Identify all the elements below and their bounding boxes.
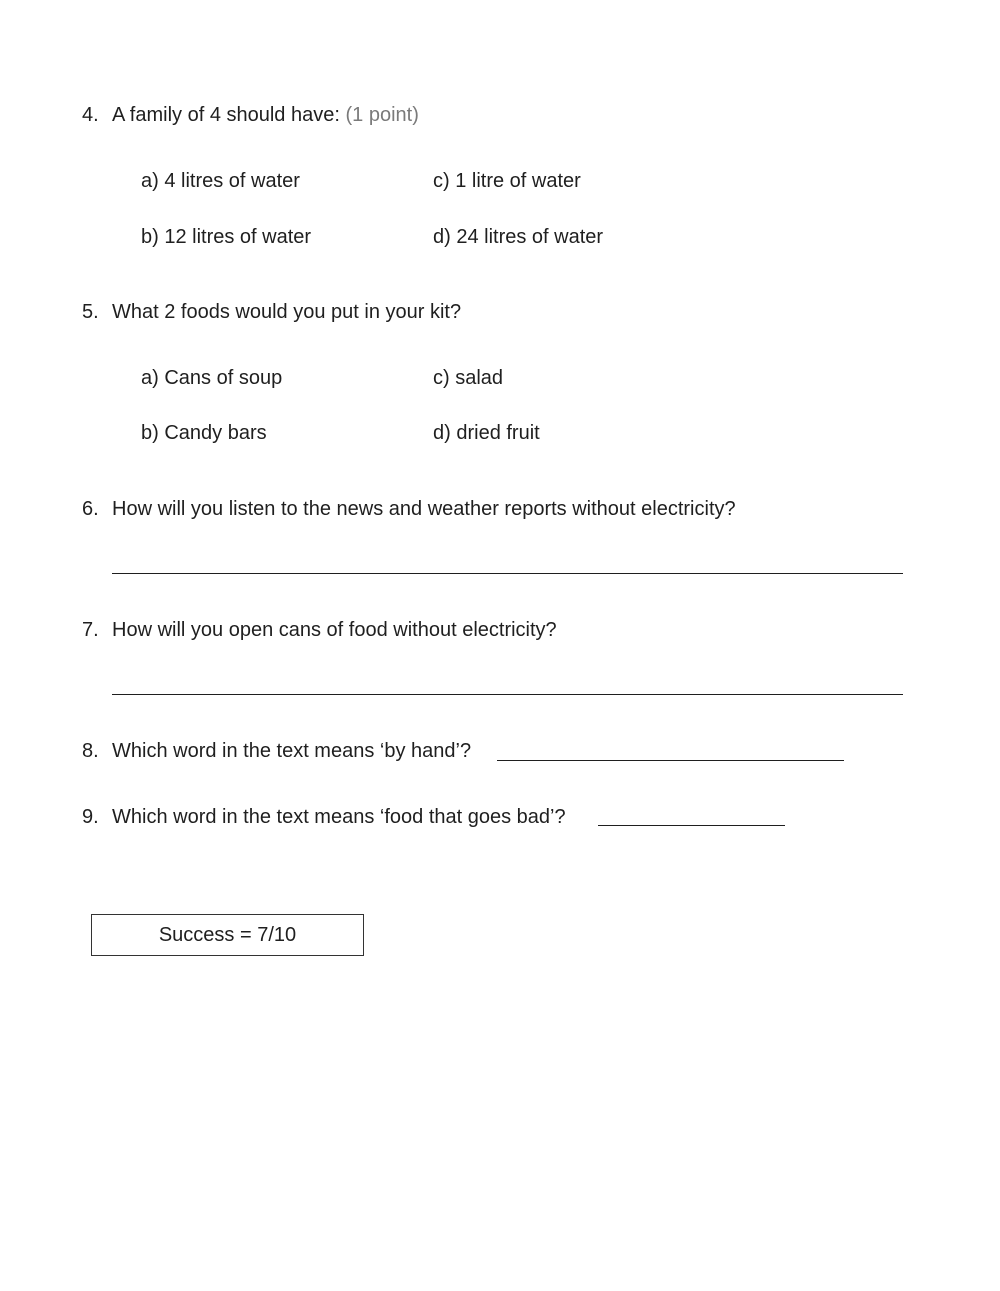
question-number: 6. [82, 498, 99, 520]
question-prompt: Which word in the text means ‘food that goes bad’? [112, 806, 566, 828]
option-a[interactable]: a) Cans of soup [141, 367, 283, 389]
answer-line[interactable] [112, 573, 903, 574]
option-d[interactable]: d) dried fruit [433, 422, 540, 444]
option-c[interactable]: c) 1 litre of water [433, 170, 581, 192]
question-text [112, 105, 419, 125]
answer-line[interactable] [112, 694, 903, 695]
question-number: 9. [82, 806, 99, 828]
question-prompt: Which word in the text means ‘by hand’? [112, 740, 472, 762]
points-label: (1 point) [345, 104, 419, 126]
option-a[interactable]: a) 4 litres of water [141, 170, 300, 192]
question-prompt: How will you open cans of food without electricity? [112, 619, 557, 641]
question-number: 7. [82, 619, 99, 641]
question-prompt: What 2 foods would you put in your kit? [112, 301, 462, 323]
question-prompt: A family of 4 should have: [112, 104, 340, 126]
success-box [91, 914, 364, 956]
question-number: 5. [82, 301, 99, 323]
option-c[interactable]: c) salad [433, 367, 504, 389]
answer-line[interactable] [598, 825, 785, 826]
option-b[interactable]: b) 12 litres of water [141, 226, 312, 248]
option-b[interactable]: b) Candy bars [141, 422, 267, 444]
question-number: 4. [82, 104, 99, 126]
success-label: Success = 7/10 [158, 924, 297, 946]
option-d[interactable]: d) 24 litres of water [433, 226, 604, 248]
question-prompt: How will you listen to the news and weather reports without electricity? [112, 498, 736, 520]
answer-line[interactable] [497, 760, 844, 761]
question-number: 8. [82, 740, 99, 762]
